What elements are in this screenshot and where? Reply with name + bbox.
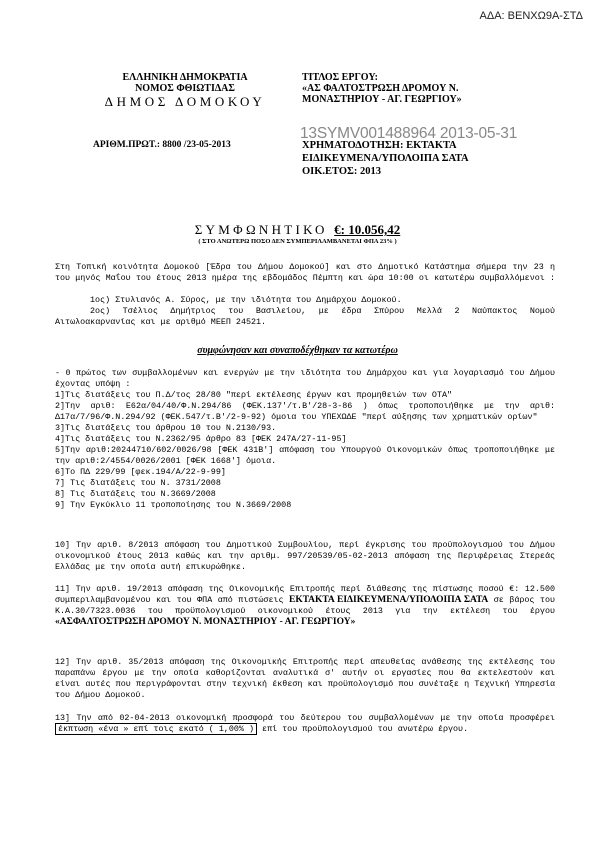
list-item: 3]Τις διατάξεις του άρθρου 10 του Ν.2130/93. bbox=[55, 423, 277, 433]
party-second: 2ος) Τσέλιος Δημήτριος του Βασιλείου, με έδρα Σπύρου Μελλά 2 Ναύπακτος Νομού Αιτωλοακαρνανίας και με αριθμό ΜΕΕΠ 24521. bbox=[55, 306, 555, 327]
funding-line1: ΧΡΗΜΑΤΟΔΟΤΗΣΗ: ΕΚΤΑΚΤΑ bbox=[302, 140, 457, 151]
municipality-name: ΔΗΜΟΣ ΔΟΜΟΚΟΥ bbox=[104, 94, 266, 109]
ada-code: ΑΔΑ: ΒΕΝΧΩ9Α-ΣΤΔ bbox=[479, 10, 583, 22]
list-item: 6]Το ΠΔ 229/99 [φεκ.194/Α/22-9-99] bbox=[55, 467, 226, 477]
list-item: 2]Την αριθ: Ε62α/04/40/Φ.Ν.294/86 (ΦΕΚ.137'/τ.Β'/28-3-86 ) όπως τροποποιήθηκε με την αριθ: Δ17α/7/96/Φ.Ν.294/92 (ΦΕΚ.547/τ.Β'/2-9-92) όμοια του ΥΠΕΧΩΔΕ "περί αύξησης των χρηματικών ορίων" bbox=[55, 401, 555, 422]
discount-box: έκπτωση «ένα » επί τοις εκατό ( 1,00% ) bbox=[55, 723, 257, 735]
project-name-line2: ΜΟΝΑΣΤΗΡΙΟΥ - ΑΓ. ΓΕΩΡΓΙΟΥ» bbox=[302, 94, 462, 105]
contract-title bbox=[0, 222, 595, 238]
paragraph-11-text-a: 11] Την αριθ. 19/2013 απόφαση της Οικονομικής Επιτροπής περί διάθεσης της πίστωσης ποσού €: 12.500 συμπεριλαμβανομένου και του ΦΠΑ από πιστώσεις bbox=[55, 584, 555, 605]
paragraph-13-text-a: 13] Την από 02-04-2013 οικονομική προσφορά του δεύτερου του συμβαλλομένων με την οποία προσφέρει bbox=[55, 713, 555, 723]
project-name-line1: «ΑΣ ΦΑΛΤΟΣΤΡΩΣΗ ΔΡΟΜΟΥ Ν. bbox=[302, 83, 459, 94]
list-item: 7] Τις διατάξεις του Ν. 3731/2008 bbox=[55, 478, 221, 488]
project-name-bold: «ΑΣΦΑΛΤΟΣΤΡΩΣΗ ΔΡΟΜΟΥ Ν. ΜΟΝΑΣΤΗΡΙΟΥ - ΑΓ. ΓΕΩΡΓΙΟΥ» bbox=[55, 617, 356, 627]
contract-title-word: ΣΥΜΦΩΝΗΤΙΚΟ bbox=[194, 222, 328, 237]
agreement-heading: συμφώνησαν και συναποδέχθηκαν τα κατωτέρω bbox=[197, 345, 398, 356]
contract-amount: €: 10.056,42 bbox=[334, 222, 401, 237]
republic-name: ΕΛΛΗΝΙΚΗ ΔΗΜΟΚΡΑΤΙΑ bbox=[122, 72, 248, 83]
project-label: ΤΙΤΛΟΣ ΕΡΓΟΥ: bbox=[302, 72, 378, 83]
list-item: 9] Την Εγκύκλιο 11 τροποποίησης του Ν.3669/2008 bbox=[55, 500, 292, 510]
project-title-block bbox=[302, 72, 532, 105]
vat-note: ( ΣΤΟ ΑΝΩΤΕΡΩ ΠΟΣΟ ΔΕΝ ΣΥΜΠΕΡΙΛΑΜΒΑΝΕΤΑΙ ΦΠΑ 23% ) bbox=[198, 238, 397, 245]
issuer-header bbox=[100, 72, 270, 110]
party-first: 1ος) Στυλιανός Α. Σύρος, με την ιδιότητα του Δημάρχου Δομοκού. bbox=[90, 295, 402, 305]
intro-paragraph: Στη Τοπική κοινότητα Δομοκού [Έδρα του Δήμου Δομοκού] και στο Δημοτικό Κατάστημα σήμερα την 23 η του μηνός Μαΐου του έτους 2013 ημέρα της εβδομάδος Πέμπτη και ώρα 10:00 οι κατωτέρω συμβαλλόμενοι : bbox=[55, 262, 555, 283]
paragraph-12: 12] Την αριθ. 35/2013 απόφαση της Οικονομικής Επιτροπής περί απευθείας ανάθεσης της εκτέλεσης του παραπάνω έργου με την οποία καθορίζονται αναλυτικά σ' αυτήν οι εργασίες που θα εκτελεστούν και είναι αυτές που περιγράφονται στην τεχνική έκθεση και προϋπολογισμό που συνέταξε η Τεχνική Υπηρεσία του Δήμου Δομοκού. bbox=[55, 657, 555, 700]
considerations-lead: - 0 πρώτος των συμβαλλομένων και ενεργών με την ιδιότητα του Δημάρχου και για λογαριασμό του Δήμου έχοντας υπόψη : bbox=[55, 368, 555, 389]
funding-source-bold: ΕΚΤΑΚΤΑ ΕΙΔΙΚΕΥΜΕΝΑ/ΥΠΟΛΟΙΠΑ ΣΑΤΑ bbox=[289, 595, 489, 605]
paragraph-11 bbox=[55, 584, 555, 628]
prefecture-name: ΝΟΜΟΣ ΦΘΙΩΤΙΔΑΣ bbox=[135, 83, 235, 94]
protocol-number: ΑΡΙΘΜ.ΠΡΩΤ.: 8800 /23-05-2013 bbox=[93, 140, 231, 150]
list-item: 8] Τις διατάξεις του Ν.3669/2008 bbox=[55, 489, 216, 499]
watermark-id: 13SYMV001488964 2013-05-31 bbox=[300, 125, 518, 142]
funding-block bbox=[302, 139, 542, 178]
paragraph-13-text-b: επί του προϋπολογισμού του ανωτέρω έργου. bbox=[257, 724, 469, 734]
list-item: 1]Τις διατάξεις του Π.Δ/τος 28/80 "περί εκτέλεσης έργων και προμηθειών των ΟΤΑ" bbox=[55, 390, 453, 400]
paragraph-13 bbox=[55, 713, 555, 735]
considerations-list bbox=[55, 368, 555, 511]
funding-year: ΟΙΚ.ΕΤΟΣ: 2013 bbox=[302, 166, 382, 177]
list-item: 5]Την αριθ:20244710/602/0026/98 [ΦΕΚ 431Β'] απόφαση του Υπουργού Οικονομικών όπως τροποποιήθηκε με την αριθ:2/4554/0026/2001 [ΦΕΚ 1668'] όμοια. bbox=[55, 445, 555, 466]
funding-line2: ΕΙΔΙΚΕΥΜΕΝΑ/ΥΠΟΛΟΙΠΑ ΣΑΤΑ bbox=[302, 153, 469, 164]
paragraph-11-text-b: σε βάρος του Κ.Α.30/7323.0036 του προϋπολογισμού οικονομικού έτους 2013 για την εκτέλεση του έργου bbox=[55, 595, 556, 616]
list-item: 4]Τις διατάξεις του Ν.2362/95 άρθρο 83 [ΦΕΚ 247Α/27-11-95] bbox=[55, 434, 347, 444]
paragraph-10: 10] Την αριθ. 8/2013 απόφαση του Δημοτικού Συμβουλίου, περί έγκρισης του προϋπολογισμού του Δήμου οικονομικού έτους 2013 καθώς και την αριθμ. 997/20539/05-02-2013 απόφαση της Περιφέρειας Στερεάς Ελλάδας με την οποία αυτή επικυρώθηκε. bbox=[55, 540, 555, 572]
